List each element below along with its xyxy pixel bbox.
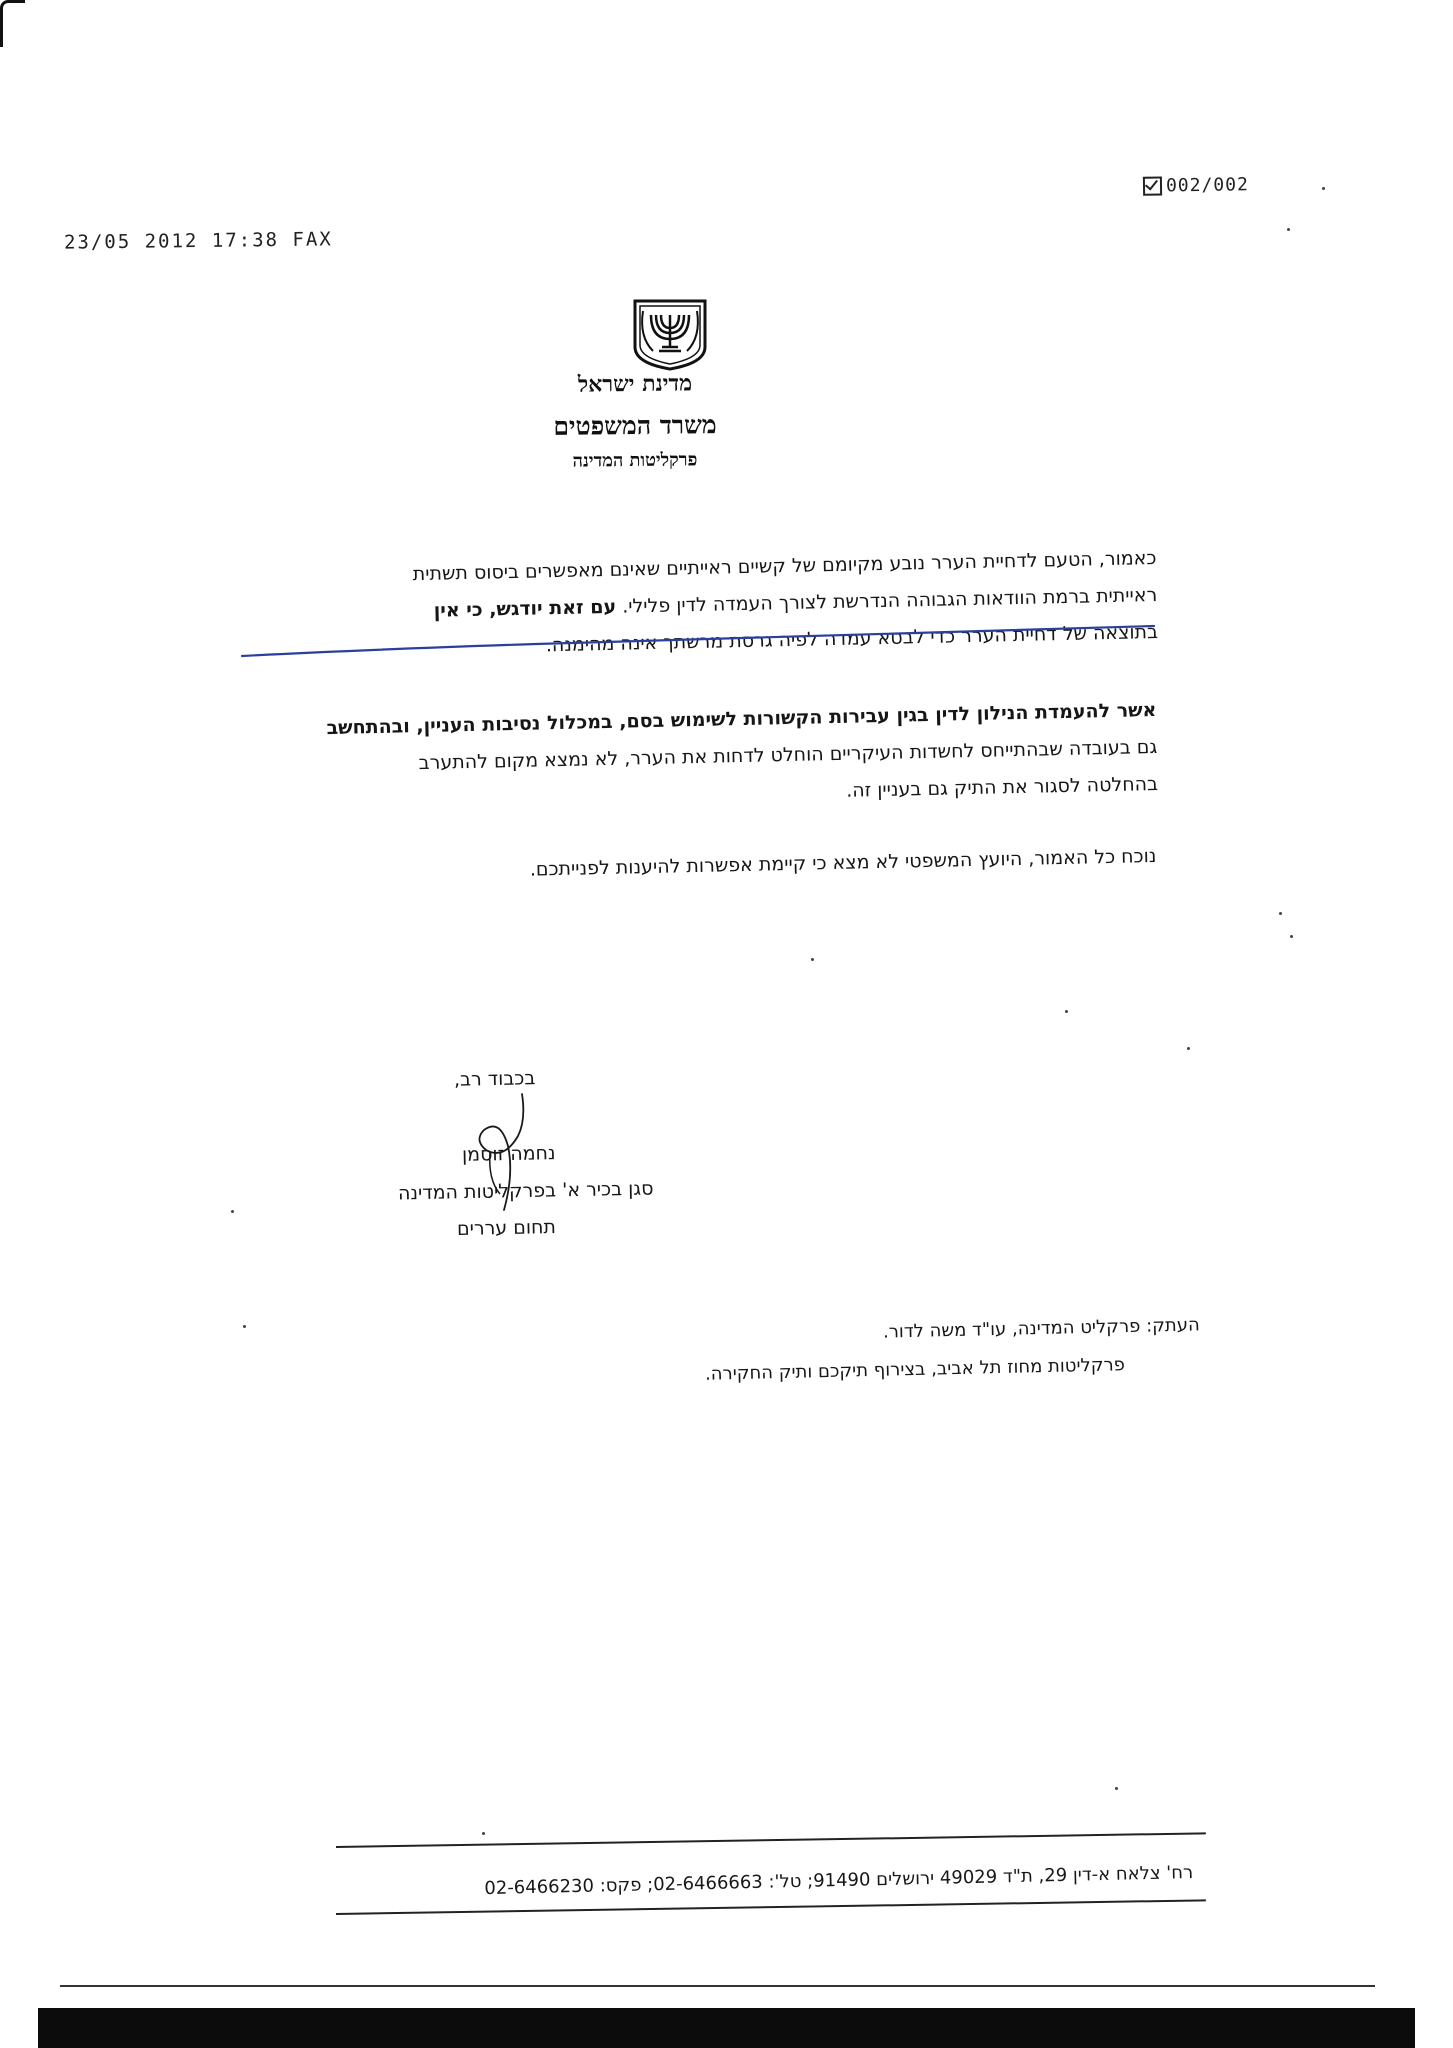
page-count-text: 002/002 xyxy=(1165,174,1250,197)
scan-bottom-bar xyxy=(38,2008,1415,2048)
scan-speck xyxy=(243,1325,246,1328)
signer-title: סגן בכיר א' בפרקליטות המדינה xyxy=(397,1177,654,1205)
signer-name: נחמה זוסמן xyxy=(462,1142,557,1166)
scan-speck xyxy=(1115,1787,1118,1790)
paragraph-2-line-2: גם בעובדה שבהתייחס לחשדות העיקריים הוחלט לדחות את הערר, לא נמצא מקום להתערב xyxy=(418,735,1158,775)
footer-address: רח' צלאח א-דין 29, ת"ד 49029 ירושלים 91490; טל': 02-6466663; פקס: 02-6466230 xyxy=(484,1862,1194,1900)
page-bottom-rule xyxy=(60,1985,1375,1987)
paragraph-2-line-3: בהחלטה לסגור את התיק גם בעניין זה. xyxy=(845,772,1159,802)
signer-department: תחום עררים xyxy=(456,1216,557,1240)
page-count xyxy=(1143,174,1249,196)
paragraph-conclusion xyxy=(196,838,1157,896)
pen-underline-mark xyxy=(236,620,1156,660)
masthead-state: מדינת ישראל xyxy=(577,370,693,398)
masthead-office: פרקליטות המדינה xyxy=(572,449,698,472)
footer-divider-bottom xyxy=(336,1899,1206,1915)
scan-speck xyxy=(1290,935,1293,938)
masthead-ministry: משרד המשפטים xyxy=(553,410,717,441)
checkbox-icon xyxy=(1143,176,1162,195)
menorah-emblem-icon xyxy=(629,297,711,371)
paragraph-1-emphasis: עם זאת יודגש, כי אין xyxy=(433,595,617,622)
scan-speck xyxy=(811,958,814,961)
paragraph-1-line-2-text: ראייתית ברמת הוודאות הגבוהה הנדרשת לצורך העמדה לדין פלילי. xyxy=(621,583,1158,618)
cc-line-1: העתק: פרקליט המדינה, עו"ד משה לדור. xyxy=(883,1314,1201,1343)
paragraph-2-line-1: אשר להעמדת הנילון לדין בגין עבירות הקשורות לשימוש בסם, במכלול נסיבות העניין, ובהתחשב xyxy=(326,698,1157,740)
scan-speck xyxy=(1322,187,1325,190)
scan-speck xyxy=(1279,912,1282,915)
cc-line-2: פרקליטות מחוז תל אביב, בצירוף תיקכם ותיק החקירה. xyxy=(704,1354,1126,1385)
scan-speck xyxy=(1287,228,1290,231)
paragraph-drug-offences xyxy=(196,692,1158,824)
paragraph-1-line-3: בתוצאה של דחיית הערר כדי לבטא עמדה לפיה גרסת מרשתך אינה מהימנה. xyxy=(545,620,1159,657)
scan-corner-mark xyxy=(0,0,25,47)
scan-speck xyxy=(1065,1010,1068,1013)
paragraph-3-line-1: נוכח כל האמור, היועץ המשפטי לא מצא כי קיימת אפשרות להיענות לפנייתכם. xyxy=(529,844,1157,881)
footer-divider-top xyxy=(336,1832,1206,1848)
paragraph-1-line-1: כאמור, הטעם לדחיית הערר נובע מקיומם של קשיים ראייתיים שאינם מאפשרים ביסוס תשתית xyxy=(412,546,1157,586)
scan-speck xyxy=(1187,1047,1190,1050)
signature-closing: בכבוד רב, xyxy=(453,1067,536,1091)
scan-speck xyxy=(231,1210,234,1213)
fax-header: 23/05 2012 17:38 FAX xyxy=(63,228,333,254)
scan-speck xyxy=(482,1832,485,1835)
